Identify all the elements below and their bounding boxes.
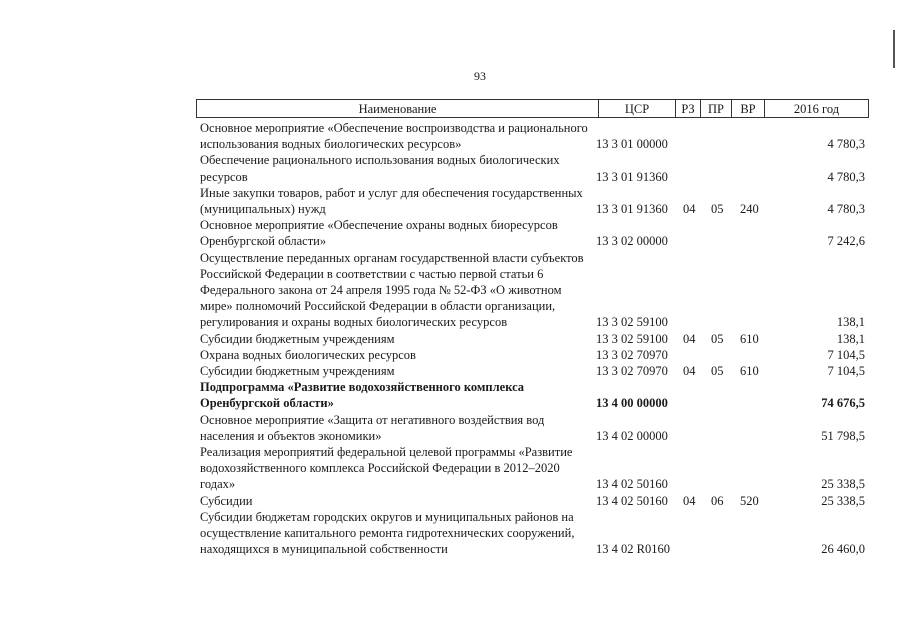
row-sum: 4 780,3	[827, 137, 865, 152]
row-name: Обеспечение рационального использования водных биологических ресурсов	[200, 153, 560, 184]
row-csr: 13 4 00 00000	[596, 396, 668, 411]
row-csr: 13 3 02 59100	[596, 315, 668, 330]
row-sum: 25 338,5	[821, 493, 865, 508]
row-rz: 04	[683, 331, 696, 346]
table-row	[196, 379, 869, 411]
row-name: Основное мероприятие «Защита от негативного воздействия вод населения и объектов экономики»	[200, 412, 545, 443]
row-csr: 13 3 01 91360	[596, 202, 668, 217]
table-row	[196, 250, 869, 331]
row-name: Охрана водных биологических ресурсов	[200, 347, 416, 362]
row-csr: 13 4 02 50160	[596, 493, 668, 508]
table-row	[196, 444, 869, 493]
row-csr: 13 3 02 70970	[596, 364, 668, 379]
scan-edge-mark	[893, 30, 895, 68]
column-header-vr: ВР	[732, 100, 765, 117]
row-csr: 13 3 01 91360	[596, 169, 668, 184]
row-sum: 51 798,5	[821, 428, 865, 443]
row-sum: 7 104,5	[827, 364, 865, 379]
table-row	[196, 363, 869, 379]
row-csr: 13 3 02 59100	[596, 331, 668, 346]
table-row	[196, 217, 869, 249]
column-header-csr: ЦСР	[599, 100, 676, 117]
row-rz: 04	[683, 493, 696, 508]
row-csr: 13 4 02 R0160	[596, 542, 670, 557]
row-sum: 26 460,0	[821, 542, 865, 557]
row-name: Подпрограмма «Развитие водохозяйственного комплекса Оренбургской области»	[200, 380, 525, 411]
column-header-year: 2016 год	[793, 102, 840, 116]
row-vr: 240	[740, 202, 759, 217]
row-name: Основное мероприятие «Обеспечение воспроизводства и рационального использования водных биологических ресурсов»	[200, 121, 588, 152]
row-rz: 04	[683, 202, 696, 217]
row-sum: 138,1	[836, 315, 865, 330]
row-vr: 610	[740, 364, 759, 379]
row-name: Основное мероприятие «Обеспечение охраны водных биоресурсов Оренбургской области»	[200, 218, 558, 249]
table-header	[196, 99, 869, 118]
row-sum: 25 338,5	[821, 477, 865, 492]
column-header-pr: ПР	[701, 100, 732, 117]
row-sum: 7 104,5	[827, 347, 865, 362]
table-row	[196, 185, 869, 217]
row-vr: 610	[740, 331, 759, 346]
row-name: Субсидии бюджетам городских округов и муниципальных районов на осуществление капитального ремонта гидротехнических сооружений, находящихся в муниципальной собственности	[200, 509, 575, 557]
row-csr: 13 4 02 00000	[596, 428, 668, 443]
row-sum: 7 242,6	[827, 234, 865, 249]
row-name: Субсидии	[200, 493, 253, 508]
row-csr: 13 3 02 00000	[596, 234, 668, 249]
table-row	[196, 152, 869, 184]
row-sum: 4 780,3	[827, 202, 865, 217]
table-row	[196, 347, 869, 363]
row-rz: 04	[683, 364, 696, 379]
row-csr: 13 3 02 70970	[596, 347, 668, 362]
row-vr: 520	[740, 493, 759, 508]
column-header-rz: РЗ	[676, 100, 701, 117]
row-name: Реализация мероприятий федеральной целевой программы «Развитие водохозяйственного комплекса Российской Федерации в 2012–2020 годах»	[200, 445, 573, 492]
row-sum: 4 780,3	[827, 169, 865, 184]
row-pr: 05	[711, 202, 724, 217]
table-row	[196, 120, 869, 152]
table-row	[196, 412, 869, 444]
row-csr: 13 4 02 50160	[596, 477, 668, 492]
page-number: 93	[474, 69, 486, 83]
row-name: Иные закупки товаров, работ и услуг для обеспечения государственных (муниципальных) нужд	[200, 185, 583, 217]
table-row	[196, 493, 869, 509]
row-name: Субсидии бюджетным учреждениям	[200, 364, 395, 379]
row-name: Субсидии бюджетным учреждениям	[200, 331, 395, 346]
row-pr: 06	[711, 493, 724, 508]
row-sum: 74 676,5	[821, 396, 865, 411]
row-pr: 05	[711, 364, 724, 379]
table-row	[196, 331, 869, 347]
column-header-name: Наименование	[197, 100, 599, 117]
row-name: Осуществление переданных органам государственной власти субъектов Российской Федерации в соответствии с частью первой статьи 6 Федерального закона от 24 апреля 1995 года № 52-ФЗ «О животном мире» полномочий Российской Федерации в области организации, регулирования и охраны водных биологических ресурсов	[200, 250, 584, 330]
table-row	[196, 509, 869, 558]
row-csr: 13 3 01 00000	[596, 137, 668, 152]
table-body	[196, 120, 869, 557]
row-pr: 05	[711, 331, 724, 346]
row-sum: 138,1	[836, 331, 865, 346]
